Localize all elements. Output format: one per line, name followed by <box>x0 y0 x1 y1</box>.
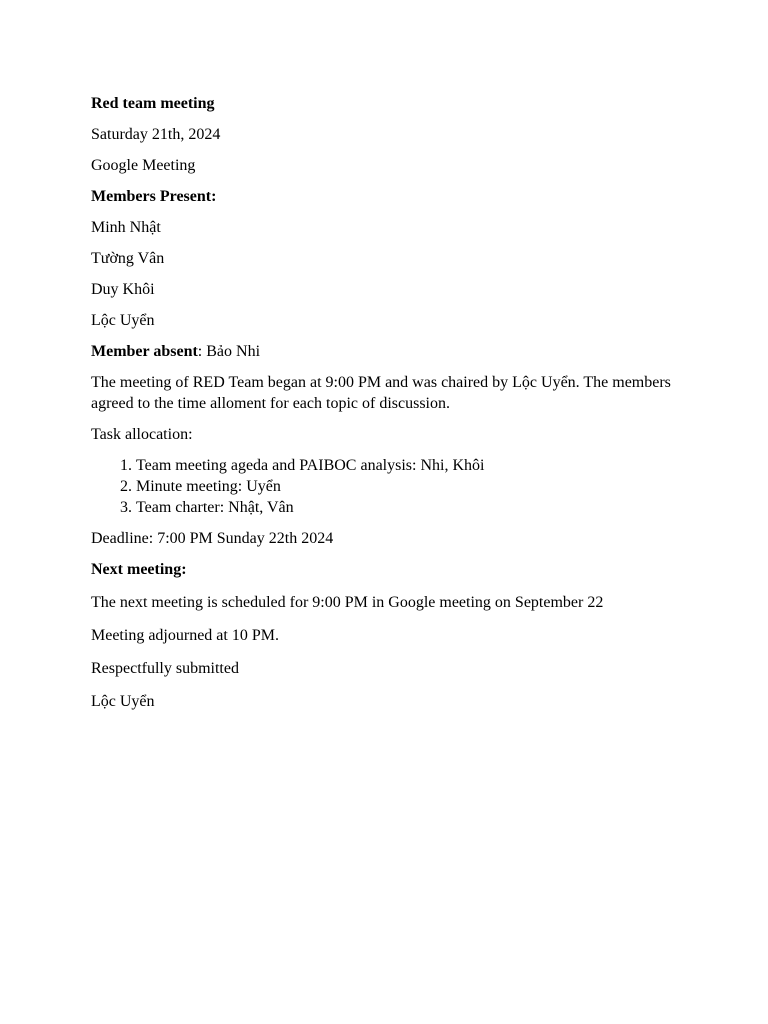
task-item: 2. Minute meeting: Uyển <box>136 476 691 497</box>
member-absent-label: Member absent <box>91 343 198 360</box>
task-list <box>91 455 691 518</box>
member-absent-value: : Bảo Nhi <box>197 343 261 360</box>
document-title: Red team meeting <box>91 95 215 112</box>
member-present-name: Duy Khôi <box>91 281 155 298</box>
members-present-label: Members Present: <box>91 188 217 205</box>
meeting-intro: The meeting of RED Team began at 9:00 PM and was chaired by Lộc Uyển. The members agreed to the time alloment for each topic of discussion. <box>91 374 671 412</box>
next-meeting-text: The next meeting is scheduled for 9:00 PM in Google meeting on September 22 <box>91 594 604 611</box>
task-item: 3. Team charter: Nhật, Vân <box>136 497 691 518</box>
member-absent-line <box>91 341 691 362</box>
member-present-name: Minh Nhật <box>91 219 161 236</box>
closing-line: Respectfully submitted <box>91 660 239 677</box>
task-allocation-label: Task allocation: <box>91 426 193 443</box>
next-meeting-label: Next meeting: <box>91 561 187 578</box>
member-present-name: Lộc Uyển <box>91 312 155 329</box>
deadline: Deadline: 7:00 PM Sunday 22th 2024 <box>91 530 334 547</box>
member-present-name: Tường Vân <box>91 250 165 267</box>
meeting-location: Google Meeting <box>91 157 196 174</box>
task-item: 1. Team meeting ageda and PAIBOC analysis: Nhi, Khôi <box>136 455 691 476</box>
document-page <box>91 93 691 722</box>
signature: Lộc Uyển <box>91 693 155 710</box>
meeting-adjourned: Meeting adjourned at 10 PM. <box>91 627 279 644</box>
meeting-date: Saturday 21th, 2024 <box>91 126 221 143</box>
